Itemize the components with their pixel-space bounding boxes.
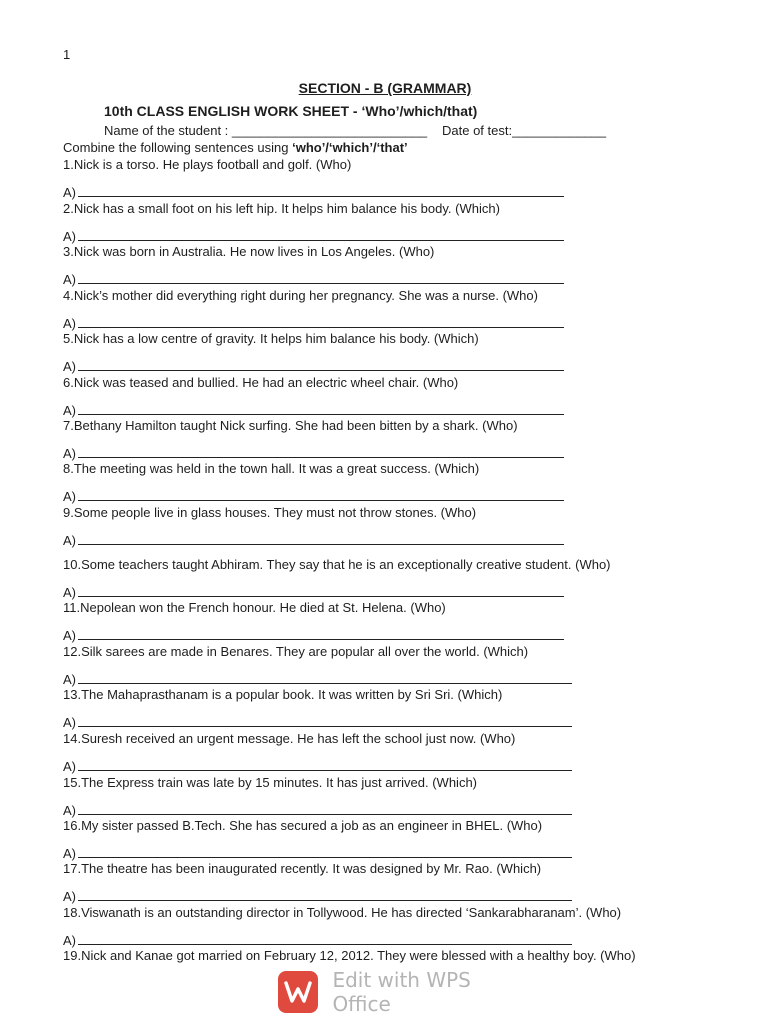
- answer-line[interactable]: [63, 488, 564, 504]
- answer-line[interactable]: [63, 532, 564, 548]
- question-item: 5.Nick has a low centre of gravity. It helps him balance his body. (Which): [63, 331, 479, 346]
- question-item: 9.Some people live in glass houses. They must not throw stones. (Who): [63, 505, 477, 520]
- answer-label: A): [63, 672, 76, 687]
- date-of-test-field: Date of test:_____________: [442, 123, 607, 138]
- question-item: 4.Nick’s mother did everything right during her pregnancy. She was a nurse. (Who): [63, 288, 538, 303]
- wps-watermark[interactable]: [278, 970, 528, 1014]
- answer-blank[interactable]: [78, 888, 572, 901]
- answer-label: A): [63, 489, 76, 504]
- question-item: 15.The Express train was late by 15 minutes. It has just arrived. (Which): [63, 775, 478, 790]
- answer-line[interactable]: [63, 315, 564, 331]
- question-item: 11.Nepolean won the French honour. He died at St. Helena. (Who): [63, 600, 446, 615]
- answer-label: A): [63, 533, 76, 548]
- question-item: 18.Viswanath is an outstanding director in Tollywood. He has directed ‘Sankarabharanam’. (Who): [63, 905, 622, 920]
- answer-line[interactable]: [63, 758, 572, 774]
- answer-blank[interactable]: [78, 671, 572, 684]
- answer-label: A): [63, 229, 76, 244]
- answer-blank[interactable]: [78, 358, 564, 371]
- answer-label: A): [63, 933, 76, 948]
- answer-blank[interactable]: [78, 802, 572, 815]
- answer-blank[interactable]: [78, 532, 564, 545]
- answer-blank[interactable]: [78, 584, 564, 597]
- answer-blank[interactable]: [78, 445, 564, 458]
- instruction-keywords: ‘who’/‘which’/‘that’: [292, 140, 408, 155]
- answer-blank[interactable]: [78, 714, 572, 727]
- answer-line[interactable]: [63, 184, 564, 200]
- instruction: [63, 140, 408, 155]
- answer-blank[interactable]: [78, 627, 564, 640]
- answer-line[interactable]: [63, 402, 564, 418]
- question-item: 1.Nick is a torso. He plays football and golf. (Who): [63, 157, 352, 172]
- question-item: 13.The Mahaprasthanam is a popular book. It was written by Sri Sri. (Which): [63, 687, 503, 702]
- answer-line[interactable]: [63, 358, 564, 374]
- answer-line[interactable]: [63, 671, 572, 687]
- answer-label: A): [63, 759, 76, 774]
- question-item: 14.Suresh received an urgent message. He has left the school just now. (Who): [63, 731, 516, 746]
- answer-blank[interactable]: [78, 845, 572, 858]
- question-item: 16.My sister passed B.Tech. She has secured a job as an engineer in BHEL. (Who): [63, 818, 543, 833]
- question-item: 7.Bethany Hamilton taught Nick surfing. She had been bitten by a shark. (Who): [63, 418, 518, 433]
- wps-watermark-text: Edit with WPS Office: [332, 968, 471, 1016]
- question-item: 3.Nick was born in Australia. He now lives in Los Angeles. (Who): [63, 244, 435, 259]
- question-item: 10.Some teachers taught Abhiram. They say that he is an exceptionally creative student. (Who): [63, 557, 611, 572]
- answer-label: A): [63, 803, 76, 818]
- question-item: 6.Nick was teased and bullied. He had an electric wheel chair. (Who): [63, 375, 459, 390]
- wps-logo-icon: [278, 971, 318, 1013]
- answer-blank[interactable]: [78, 402, 564, 415]
- question-item: 19.Nick and Kanae got married on February 12, 2012. They were blessed with a healthy boy. (Who): [63, 948, 636, 963]
- question-item: 2.Nick has a small foot on his left hip. It helps him balance his body. (Which): [63, 201, 500, 216]
- answer-label: A): [63, 846, 76, 861]
- answer-label: A): [63, 889, 76, 904]
- answer-line[interactable]: [63, 445, 564, 461]
- answer-label: A): [63, 628, 76, 643]
- answer-label: A): [63, 403, 76, 418]
- answer-line[interactable]: [63, 584, 564, 600]
- answer-line[interactable]: [63, 271, 564, 287]
- answer-line[interactable]: [63, 845, 572, 861]
- sheet-title: 10th CLASS ENGLISH WORK SHEET - ‘Who’/which/that): [104, 103, 478, 119]
- answer-line[interactable]: [63, 802, 572, 818]
- answer-label: A): [63, 316, 76, 331]
- answer-blank[interactable]: [78, 315, 564, 328]
- question-item: 17.The theatre has been inaugurated recently. It was designed by Mr. Rao. (Which): [63, 861, 542, 876]
- answer-blank[interactable]: [78, 228, 564, 241]
- answer-label: A): [63, 185, 76, 200]
- answer-blank[interactable]: [78, 758, 572, 771]
- section-title: SECTION - B (GRAMMAR): [298, 80, 472, 96]
- question-item: 8.The meeting was held in the town hall. It was a great success. (Which): [63, 461, 480, 476]
- page-number: 1: [63, 47, 71, 62]
- answer-label: A): [63, 272, 76, 287]
- student-name-field: Name of the student : ___________________________: [104, 123, 428, 138]
- answer-blank[interactable]: [78, 184, 564, 197]
- answer-line[interactable]: [63, 888, 572, 904]
- answer-label: A): [63, 585, 76, 600]
- answer-line[interactable]: [63, 714, 572, 730]
- question-item: 12.Silk sarees are made in Benares. They are popular all over the world. (Which): [63, 644, 529, 659]
- answer-blank[interactable]: [78, 488, 564, 501]
- answer-line[interactable]: [63, 228, 564, 244]
- answer-blank[interactable]: [78, 271, 564, 284]
- instruction-text: Combine the following sentences using: [63, 140, 293, 155]
- answer-label: A): [63, 359, 76, 374]
- answer-line[interactable]: [63, 627, 564, 643]
- answer-line[interactable]: [63, 932, 572, 948]
- answer-blank[interactable]: [78, 932, 572, 945]
- answer-label: A): [63, 715, 76, 730]
- answer-label: A): [63, 446, 76, 461]
